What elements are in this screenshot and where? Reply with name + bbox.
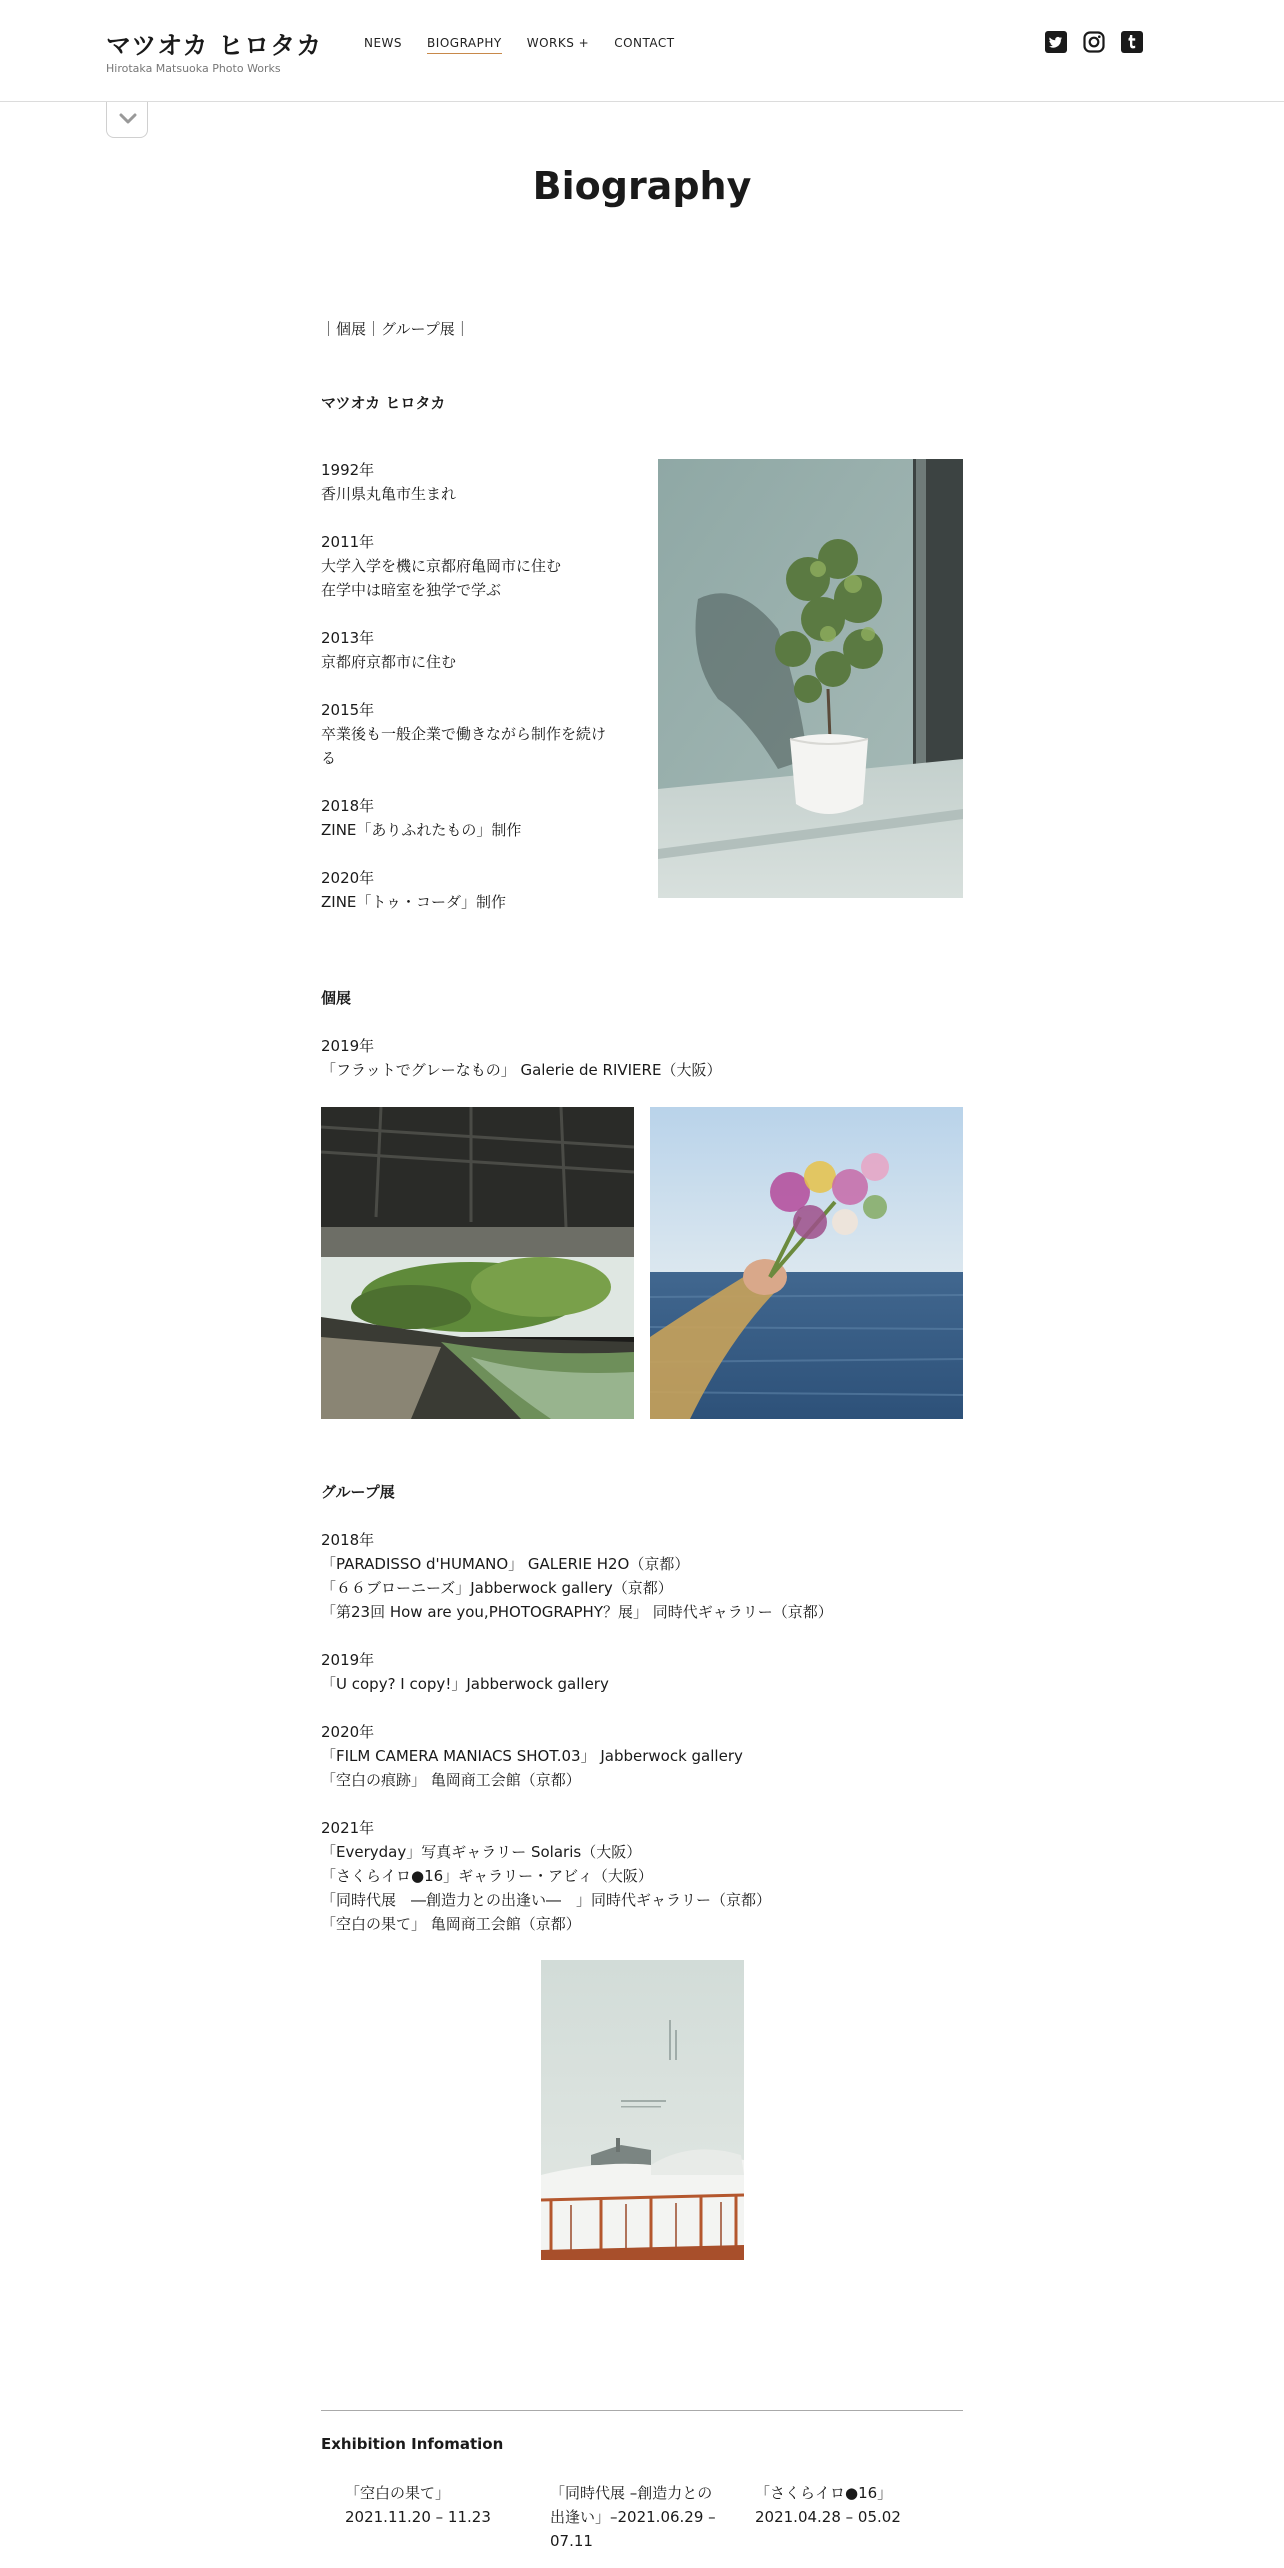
group-line: 「６６ブローニーズ」Jabberwock gallery（京都） bbox=[321, 1579, 673, 1597]
group-year: 2021年 bbox=[321, 1819, 375, 1837]
site-header bbox=[0, 0, 1284, 102]
solo-heading bbox=[321, 986, 351, 1010]
solo-heading-text: 個展 bbox=[321, 989, 352, 1007]
twitter-icon[interactable] bbox=[1044, 30, 1068, 54]
group-year-entry bbox=[321, 1648, 833, 1696]
group-year-entry bbox=[321, 1816, 833, 1936]
main-nav bbox=[364, 36, 675, 54]
bio-year: 2011年 bbox=[321, 533, 375, 551]
group-year: 2018年 bbox=[321, 1531, 375, 1549]
group-line: 「第23回 How are you,PHOTOGRAPHY？展」 同時代ギャラリー（京都） bbox=[321, 1603, 833, 1621]
group-line: 「PARADISSO d'HUMANO」 GALERIE H2O（京都） bbox=[321, 1555, 690, 1573]
bio-year: 2013年 bbox=[321, 629, 375, 647]
exhibition-info-line: 2021.11.20 – 11.23 bbox=[345, 2508, 491, 2526]
group-list bbox=[321, 1528, 833, 1936]
group-line: 「空白の果て」 亀岡商工会館（京都） bbox=[321, 1915, 581, 1933]
bio-year: 2018年 bbox=[321, 797, 375, 815]
group-year: 2020年 bbox=[321, 1723, 375, 1741]
exhibition-info-line: 07.11 bbox=[550, 2532, 593, 2550]
bio-line: 卒業後も一般企業で働きながら制作を続け bbox=[321, 725, 607, 743]
group-line: 「FILM CAMERA MANIACS SHOT.03」 Jabberwock gallery bbox=[321, 1747, 743, 1765]
nav-news[interactable]: NEWS bbox=[364, 36, 403, 50]
bio-year: 1992年 bbox=[321, 461, 375, 479]
exhibition-info-heading: Exhibition Infomation bbox=[321, 2435, 504, 2453]
instagram-icon[interactable] bbox=[1082, 30, 1106, 54]
bio-entry bbox=[321, 530, 606, 602]
group-line: 「空白の痕跡」 亀岡商工会館（京都） bbox=[321, 1771, 581, 1789]
bio-year: 2020年 bbox=[321, 869, 375, 887]
nav-biography[interactable]: BIOGRAPHY bbox=[427, 36, 502, 54]
nav-contact[interactable]: CONTACT bbox=[614, 36, 675, 50]
bio-line: 香川県丸亀市生まれ bbox=[321, 485, 457, 503]
bio-entry bbox=[321, 458, 606, 506]
chevron-down-icon bbox=[119, 112, 137, 126]
bio-line: 在学中は暗室を独学で学ぶ bbox=[321, 581, 502, 599]
bio-line: ZINE「トゥ・コーダ」制作 bbox=[321, 893, 507, 911]
group-line: 「さくらイロ●16」ギャラリー・アビィ（大阪） bbox=[321, 1867, 653, 1885]
solo-year: 2019年 bbox=[321, 1037, 375, 1055]
group-line: 「同時代展 ―創造力との出逢い― 」同時代ギャラリー（京都） bbox=[321, 1891, 772, 1909]
exhibition-info-item[interactable] bbox=[550, 2481, 716, 2553]
exhibition-info-line: 2021.04.28 – 05.02 bbox=[755, 2508, 901, 2526]
bio-entry bbox=[321, 626, 606, 674]
exhibition-info-item[interactable] bbox=[755, 2481, 901, 2529]
bio-line: 大学入学を機に京都府亀岡市に住む bbox=[321, 557, 562, 575]
group-year-entry bbox=[321, 1528, 833, 1624]
tumblr-icon[interactable] bbox=[1120, 30, 1144, 54]
group-heading bbox=[321, 1480, 395, 1504]
header-toggle-button[interactable] bbox=[106, 102, 148, 138]
section-divider bbox=[321, 2410, 963, 2411]
site-subtitle: Hirotaka Matsuoka Photo Works bbox=[106, 62, 281, 75]
bio-entry bbox=[321, 698, 606, 770]
bio-entry bbox=[321, 866, 606, 914]
group-year-entry bbox=[321, 1720, 833, 1792]
bio-line: る bbox=[321, 749, 337, 767]
photo-exhibition-poster bbox=[541, 1960, 744, 2260]
group-line: 「Everyday」写真ギャラリー Solaris（大阪） bbox=[321, 1843, 642, 1861]
page-title: Biography bbox=[532, 164, 752, 208]
nav-works[interactable]: WORKS + bbox=[526, 36, 590, 50]
bio-line: 京都府京都市に住む bbox=[321, 653, 457, 671]
site-title[interactable]: マツオカ ヒロタカ bbox=[106, 31, 323, 60]
exhibition-info-line: 「空白の果て」 bbox=[345, 2484, 451, 2502]
bio-year: 2015年 bbox=[321, 701, 375, 719]
exhibition-info-line: 出逢い」–2021.06.29 – bbox=[550, 2508, 716, 2526]
artist-name-text: マツオカ ヒロタカ bbox=[321, 394, 446, 412]
bio-entry bbox=[321, 794, 606, 842]
section-links bbox=[321, 317, 470, 341]
social-links bbox=[1044, 30, 1144, 54]
group-year: 2019年 bbox=[321, 1651, 375, 1669]
bio-timeline bbox=[321, 458, 606, 914]
bio-line: ZINE「ありふれたもの」制作 bbox=[321, 821, 522, 839]
exhibition-info-line: 「さくらイロ●16」 bbox=[755, 2484, 893, 2502]
exhibition-info-line: 「同時代展 –創造力との bbox=[550, 2484, 713, 2502]
section-links-text[interactable]: ｜個展｜グループ展｜ bbox=[321, 320, 470, 338]
exhibition-info-item[interactable] bbox=[345, 2481, 491, 2529]
photo-bridge bbox=[321, 1107, 634, 1419]
photo-plant bbox=[658, 459, 963, 898]
group-heading-text: グループ展 bbox=[321, 1483, 395, 1501]
solo-line: 「フラットでグレーなもの」 Galerie de RIVIERE（大阪） bbox=[321, 1061, 722, 1079]
artist-name bbox=[321, 391, 445, 415]
photo-flowers-sea bbox=[650, 1107, 963, 1419]
solo-list bbox=[321, 1034, 721, 1082]
group-line: 「U copy? I copy!」Jabberwock gallery bbox=[321, 1675, 609, 1693]
